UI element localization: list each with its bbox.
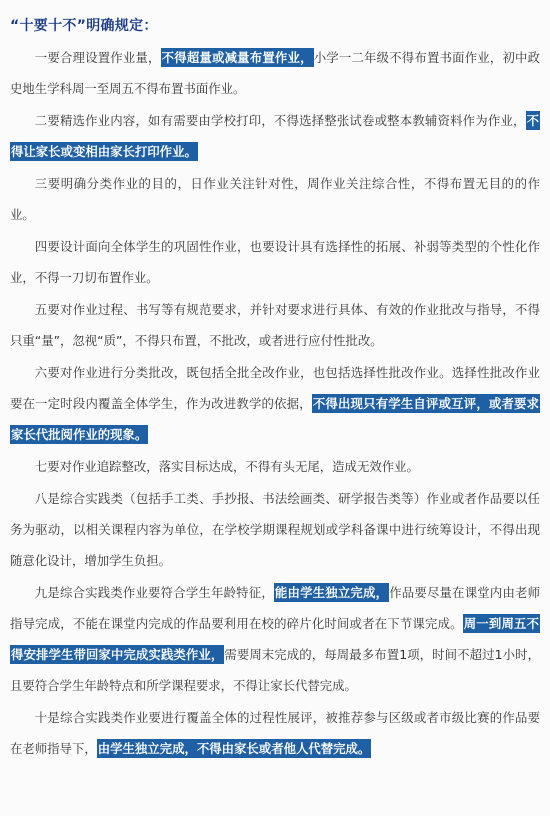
paragraph xyxy=(10,105,540,167)
paragraph-text: 七要对作业追踪整改，落实目标达成，不得有头无尾，造成无效作业。 xyxy=(34,459,419,474)
paragraph-text: 需要周末完成的，每周最多布置1项，时间不超过1小时，且要符合学生年龄特点和所学课程要求，不得让家长代替完成。 xyxy=(10,647,540,693)
paragraph-text: 四要设计面向全体学生的巩固性作业，也要设计具有选择性的拓展、补弱等类型的个性化作业，不得一刀切布置作业。 xyxy=(10,239,540,285)
paragraph-text: 一要合理设置作业量， xyxy=(34,50,161,65)
highlighted-text: 能由学生独立完成， xyxy=(274,585,389,600)
paragraph xyxy=(10,702,540,764)
paragraph-text: 十是综合实践类作业要进行覆盖全体的过程性展评，被推荐参与区级或者市级比赛的作品要在老师指导下， xyxy=(10,710,540,756)
highlighted-text: 由学生独立完成，不得由家长或者他人代替完成。 xyxy=(97,741,371,756)
highlighted-text: 不得让家长或变相由家长打印作业。 xyxy=(11,113,539,159)
section-title: “十要十不”明确规定： xyxy=(10,18,158,34)
paragraph xyxy=(10,483,540,576)
paragraph xyxy=(10,294,540,356)
paragraph xyxy=(10,357,540,450)
paragraph-text: 六要对作业进行分类批改，既包括全批全改作业，也包括选择性批改作业。选择性批改作业要在一定时段内覆盖全体学生，作为改进教学的依据， xyxy=(10,365,540,411)
paragraph xyxy=(10,577,540,701)
paragraph-text: 八是综合实践类（包括手工类、手抄报、书法绘画类、研学报告类等）作业或者作品要以任务为驱动，以相关课程内容为单位，在学校学期课程规划或学科备课中进行统筹设计，不得出现随意化设计，增加学生负担。 xyxy=(10,491,540,568)
paragraph xyxy=(10,42,540,104)
paragraph-text: 小学一二年级不得布置书面作业，初中政史地生学科周一至周五不得布置书面作业。 xyxy=(10,50,541,96)
paragraph-text: 三要明确分类作业的目的，日作业关注针对性，周作业关注综合性，不得布置无目的的作业。 xyxy=(10,176,540,222)
paragraph-text: 五要对作业过程、书写等有规范要求，并针对要求进行具体、有效的作业批改与指导，不得只重“量”，忽视“质”，不得只布置，不批改，或者进行应付性批改。 xyxy=(10,302,540,348)
paragraph-text: 九是综合实践类作业要符合学生年龄特征， xyxy=(34,585,274,600)
highlighted-text: 不得超量或减量布置作业， xyxy=(161,50,313,65)
paragraph xyxy=(10,451,540,482)
article-body xyxy=(10,42,540,764)
highlighted-text: 周一到周五不得安排学生带回家中完成实践类作业， xyxy=(11,616,540,662)
paragraph-text: 作品要尽量在课堂内由老师指导完成，不能在课堂内完成的作品要利用在校的碎片化时间或者在下节课完成。 xyxy=(10,585,541,631)
paragraph xyxy=(10,231,540,293)
highlighted-text: 不得出现只有学生自评或互评，或者要求家长代批阅作业的现象。 xyxy=(11,396,540,442)
paragraph xyxy=(10,168,540,230)
paragraph-text: 二要精选作业内容，如有需要由学校打印，不得选择整张试卷或整本教辅资料作为作业， xyxy=(34,113,526,128)
